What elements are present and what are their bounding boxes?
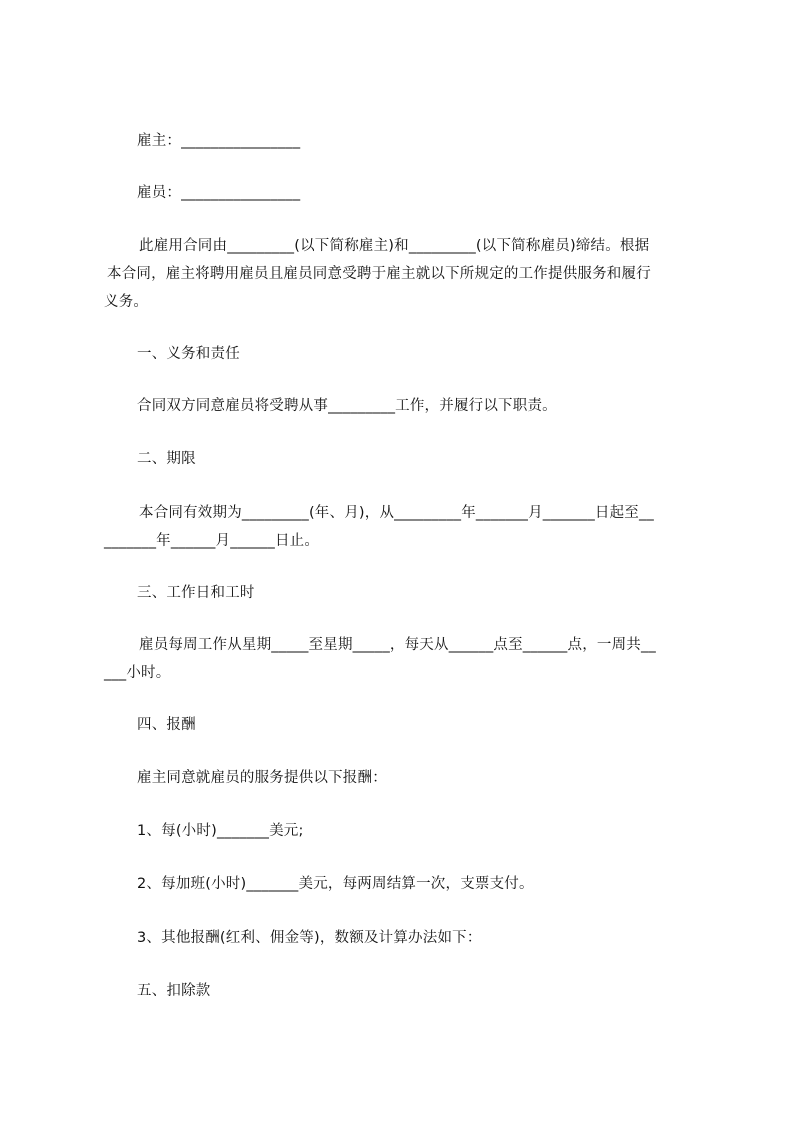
section-1-text: 合同双方同意雇员将受聘从事_________工作，并履行以下职责。 (137, 398, 557, 414)
employee-line: 雇员：________________ (137, 185, 301, 201)
section-5-title: 五、扣除款 (137, 983, 211, 999)
section-4-text: 雇主同意就雇员的服务提供以下报酬： (137, 770, 387, 786)
intro-paragraph-line-3: 义务。 (104, 294, 149, 310)
section-3-text-line-1: 雇员每周工作从星期_____至星期_____，每天从______点至______点，一周共__ (139, 637, 656, 653)
pay-item-2: 2、每加班(小时)_______美元，每两周结算一次，支票支付。 (137, 876, 534, 892)
section-3-text-line-2: ___小时。 (104, 665, 171, 681)
section-2-title: 二、期限 (137, 451, 196, 467)
section-3-title: 三、工作日和工时 (137, 585, 255, 601)
pay-item-1: 1、每(小时)_______美元; (137, 823, 304, 839)
employer-line: 雇主：________________ (137, 133, 301, 149)
section-1-title: 一、义务和责任 (137, 346, 240, 362)
section-2-text-line-1: 本合同有效期为_________(年、月)，从_________年_______月_______日起至__ (139, 505, 654, 521)
intro-paragraph-line-1: 此雇用合同由_________(以下简称雇主)和_________(以下简称雇员)缔结。根据 (139, 238, 650, 254)
pay-item-3: 3、其他报酬(红利、佣金等)，数额及计算办法如下： (137, 930, 482, 946)
intro-paragraph-line-2: 本合同，雇主将聘用雇员且雇员同意受聘于雇主就以下所规定的工作提供服务和履行 (107, 266, 651, 282)
section-2-text-line-2: _______年______月______日止。 (104, 533, 320, 549)
section-4-title: 四、报酬 (137, 717, 196, 733)
